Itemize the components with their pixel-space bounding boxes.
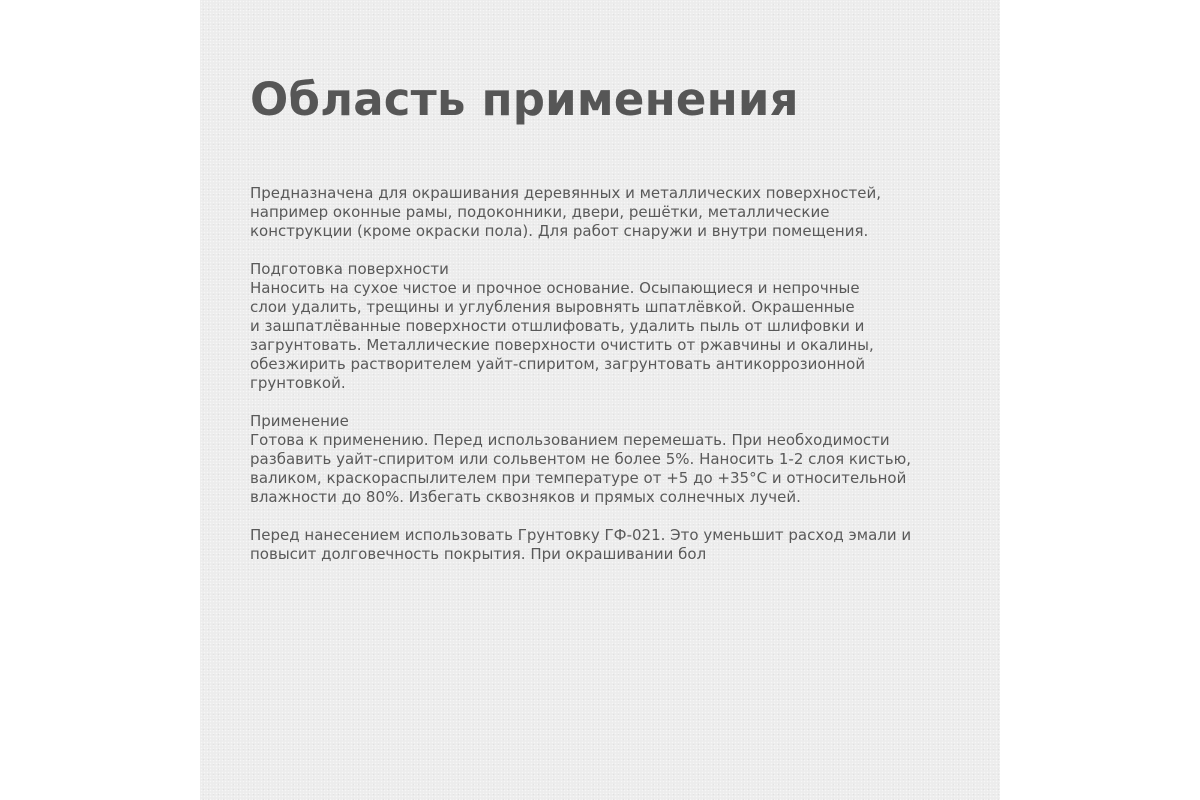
text-line: разбавить уайт-спиритом или сольвентом не более 5%. Наносить 1-2 слоя кистью, bbox=[250, 450, 911, 468]
text-line: и зашпатлёванные поверхности отшлифовать, удалить пыль от шлифовки и bbox=[250, 317, 865, 335]
text-line: влажности до 80%. Избегать сквозняков и прямых солнечных лучей. bbox=[250, 488, 801, 506]
paragraph-primer-note bbox=[250, 526, 980, 564]
paragraph-purpose bbox=[250, 184, 980, 241]
text-line: Перед нанесением использовать Грунтовку ГФ-021. Это уменьшит расход эмали и bbox=[250, 526, 912, 544]
section-heading: Применение bbox=[250, 412, 349, 430]
section-heading: Подготовка поверхности bbox=[250, 260, 449, 278]
paragraph-surface-preparation bbox=[250, 260, 980, 393]
text-line: Готова к применению. Перед использованием перемешать. При необходимости bbox=[250, 431, 890, 449]
text-line: повысит долговечность покрытия. При окрашивании бол bbox=[250, 545, 707, 563]
text-line: валиком, краскораспылителем при температуре от +5 до +35°С и относительной bbox=[250, 469, 907, 487]
text-line: например оконные рамы, подоконники, двери, решётки, металлические bbox=[250, 203, 830, 221]
text-line: Предназначена для окрашивания деревянных и металлических поверхностей, bbox=[250, 184, 881, 202]
text-line: обезжирить растворителем уайт-спиритом, загрунтовать антикоррозионной bbox=[250, 355, 866, 373]
document-panel bbox=[200, 0, 1000, 800]
document-body bbox=[250, 184, 980, 583]
text-line: слои удалить, трещины и углубления выровнять шпатлёвкой. Окрашенные bbox=[250, 298, 855, 316]
text-line: загрунтовать. Металлические поверхности очистить от ржавчины и окалины, bbox=[250, 336, 874, 354]
text-line: грунтовкой. bbox=[250, 374, 346, 392]
text-line: конструкции (кроме окраски пола). Для работ снаружи и внутри помещения. bbox=[250, 222, 869, 240]
page-title: Область применения bbox=[250, 73, 799, 126]
text-line: Наносить на сухое чистое и прочное основание. Осыпающиеся и непрочные bbox=[250, 279, 860, 297]
paragraph-application bbox=[250, 412, 980, 507]
